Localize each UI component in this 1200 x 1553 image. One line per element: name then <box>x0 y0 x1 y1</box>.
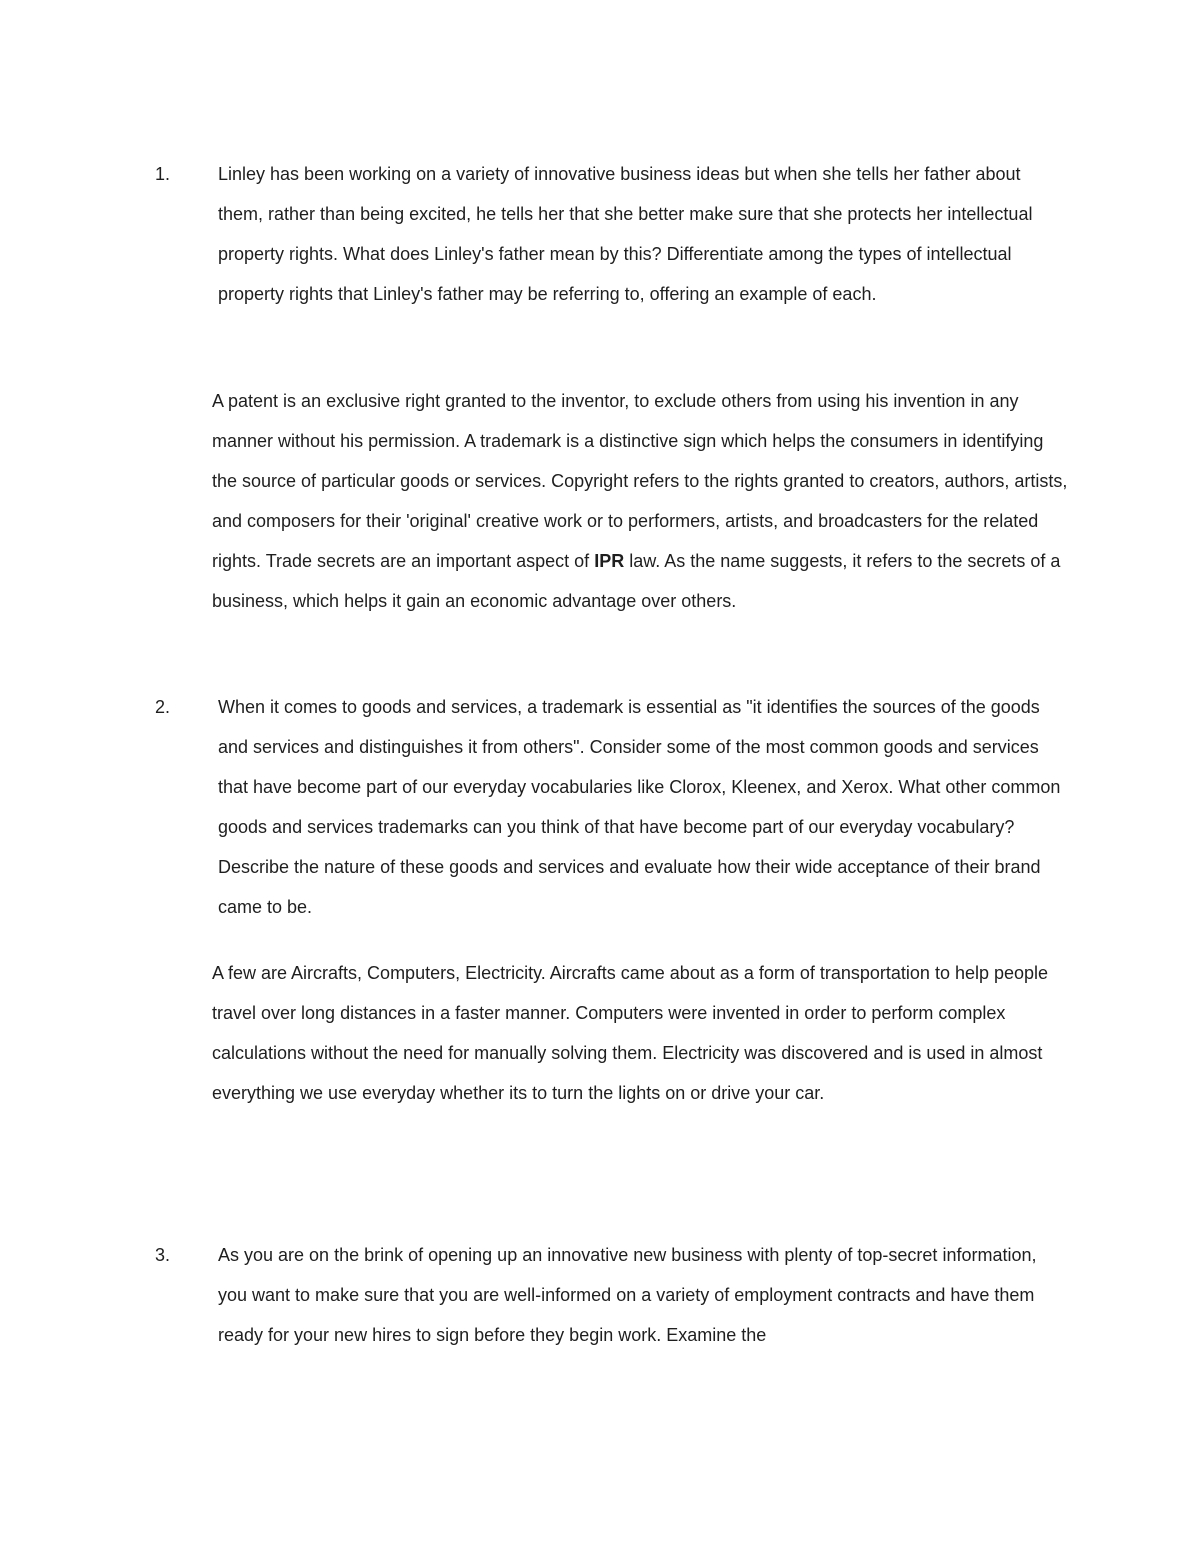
answer-text: A patent is an exclusive right granted to the inventor, to exclude others from using his invention in any manner without his permission. A trademark is a distinctive sign which helps the consumers in identifying the source of particular goods or services. Copyright refers to the rights granted to creators, authors, artists, and composers for their 'original' creative work or to performers, artists, and broadcasters for the related rights. Trade secrets are an important aspect of <box>212 391 1068 571</box>
question-text: As you are on the brink of opening up an innovative new business with plenty of top-secret information, you want to make sure that you are well-informed on a variety of employment contracts and have them ready for your new hires to sign before they begin work. Examine the <box>218 1245 1037 1345</box>
answer-text: A few are Aircrafts, Computers, Electricity. Aircrafts came about as a form of transportation to help people travel over long distances in a faster manner. Computers were invented in order to perform complex calculations without the need for manually solving them. Electricity was discovered and is used in almost everything we use everyday whether its to turn the lights on or drive your car. <box>212 963 1049 1103</box>
answer-2 <box>212 953 1070 1113</box>
question-3 <box>155 1235 1085 1355</box>
question-text: Linley has been working on a variety of innovative business ideas but when she tells her father about them, rather than being excited, he tells her that she better make sure that she protects her intellectual property rights. What does Linley's father mean by this? Differentiate among the types of intellectual property rights that Linley's father may be referring to, offering an example of each. <box>218 164 1033 304</box>
question-2 <box>155 687 1085 927</box>
question-text: When it comes to goods and services, a trademark is essential as "it identifies the sources of the goods and services and distinguishes it from others". Consider some of the most common goods and services that have become part of our everyday vocabularies like Clorox, Kleenex, and Xerox. What other common goods and services trademarks can you think of that have become part of our everyday vocabulary? Describe the nature of these goods and services and evaluate how their wide acceptance of their brand came to be. <box>218 697 1061 917</box>
answer-1 <box>212 381 1070 621</box>
answer-bold-term: IPR <box>594 551 625 571</box>
question-number: 2. <box>155 697 171 717</box>
question-1 <box>155 154 1085 314</box>
answer-text-continued: law. As the name suggests, it refers to the secrets of a business, which helps it gain an economic advantage over others. <box>212 551 1061 611</box>
question-number: 1. <box>155 164 171 184</box>
question-number: 3. <box>155 1245 171 1265</box>
